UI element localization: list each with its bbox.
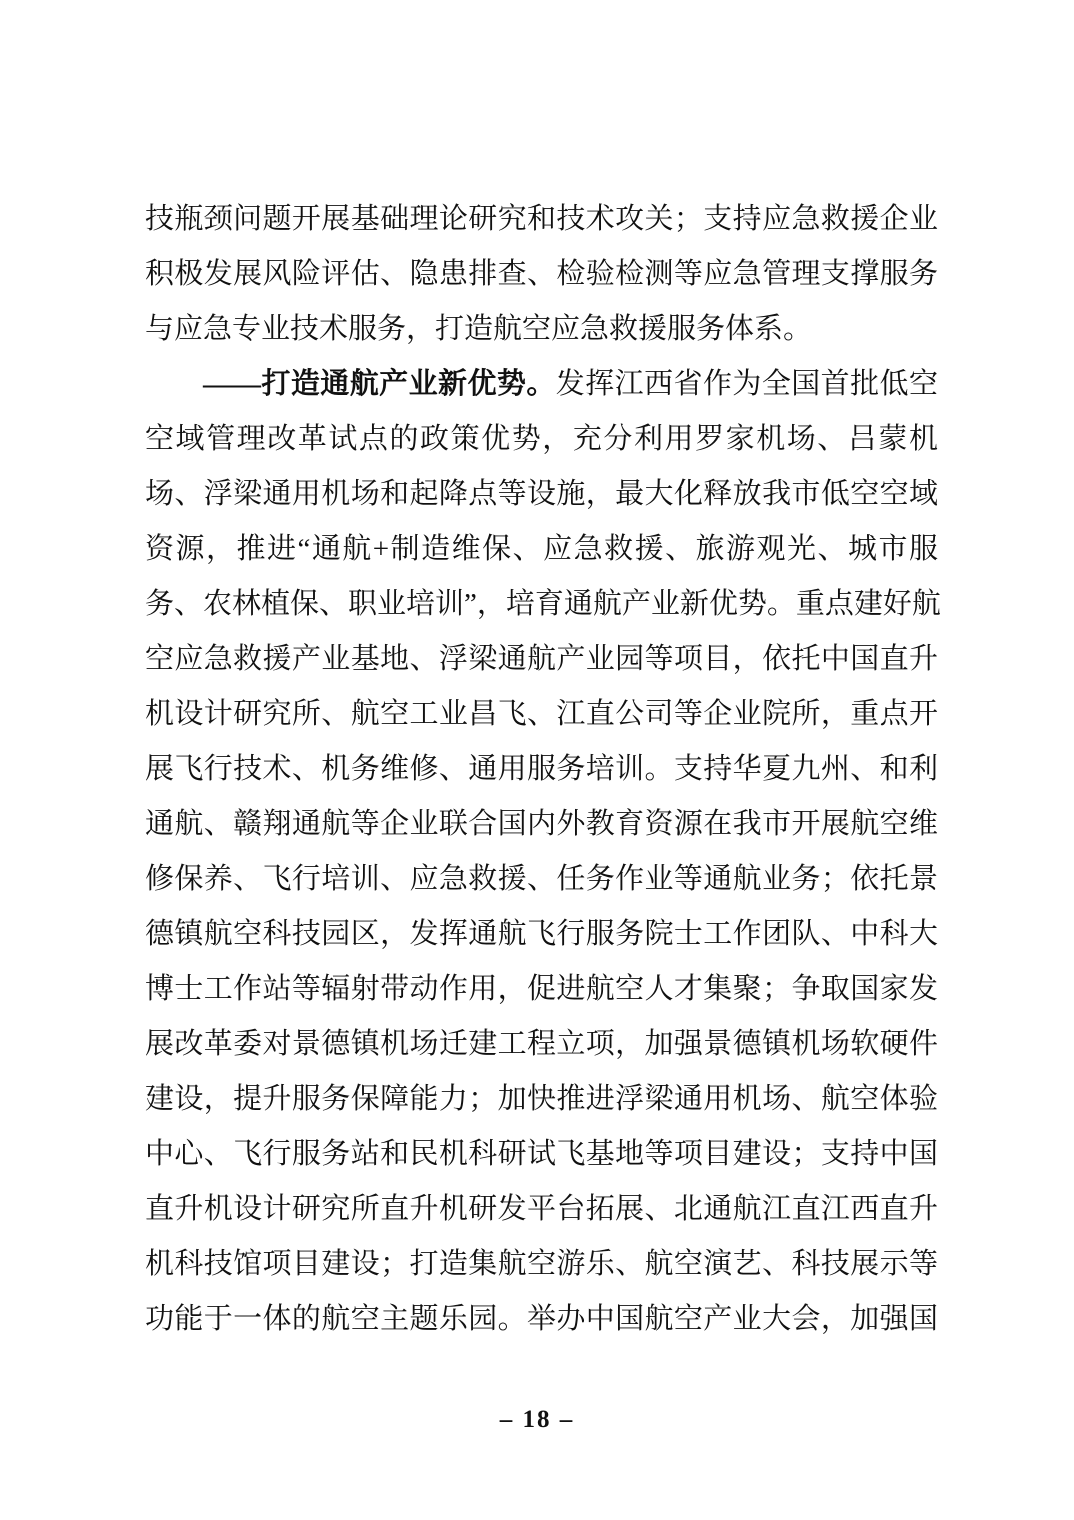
body-text-block [145,192,941,1347]
text-line: 务、农林植保、职业培训”，培育通航产业新优势。重点建好航 [145,588,941,620]
text-line: 空应急救援产业基地、浮梁通航产业园等项目，依托中国直升 [145,643,938,675]
text-line: 空域管理改革试点的政策优势，充分利用罗家机场、吕蒙机 [145,423,938,455]
text-line: 积极发展风险评估、隐患排查、检验检测等应急管理支撑服务 [145,258,938,290]
text-line: 机设计研究所、航空工业昌飞、江直公司等企业院所，重点开 [145,698,938,730]
first-line-body-text: 发挥江西省作为全国首批低空 [555,368,938,400]
text-line: 展改革委对景德镇机场迁建工程立项，加强景德镇机场软硬件 [145,1028,938,1060]
paragraph-first-line [145,357,938,412]
text-line: 博士工作站等辐射带动作用，促进航空人才集聚；争取国家发 [145,973,938,1005]
text-line: 机科技馆项目建设；打造集航空游乐、航空演艺、科技展示等 [145,1248,938,1280]
text-line: 直升机设计研究所直升机研发平台拓展、北通航江直江西直升 [145,1193,938,1225]
page-number: – 18 – [499,1406,575,1433]
inline-bold-heading: ——打造通航产业新优势。 [203,368,556,400]
text-line: 建设，提升服务保障能力；加快推进浮梁通用机场、航空体验 [145,1083,938,1115]
text-line: 修保养、飞行培训、应急救援、任务作业等通航业务；依托景 [145,863,938,895]
paragraph-general-aviation [145,357,941,1347]
text-line: 技瓶颈问题开展基础理论研究和技术攻关；支持应急救援企业 [145,203,938,235]
text-line: 功能于一体的航空主题乐园。举办中国航空产业大会，加强国 [145,1303,938,1335]
text-line: 中心、飞行服务站和民机科研试飞基地等项目建设；支持中国 [145,1138,938,1170]
text-line: 通航、赣翔通航等企业联合国内外教育资源在我市开展航空维 [145,808,938,840]
text-line: 与应急专业技术服务，打造航空应急救援服务体系。 [145,313,813,345]
text-line: 资源，推进“通航+制造维保、应急救援、旅游观光、城市服 [145,533,938,565]
text-line: 展飞行技术、机务维修、通用服务培训。支持华夏九州、和利 [145,753,938,785]
paragraph-continuation [145,192,938,357]
text-line: 德镇航空科技园区，发挥通航飞行服务院士工作团队、中科大 [145,918,938,950]
paragraph-body-lines [145,412,941,1347]
text-line: 场、浮梁通用机场和起降点等设施，最大化释放我市低空空域 [145,478,938,510]
